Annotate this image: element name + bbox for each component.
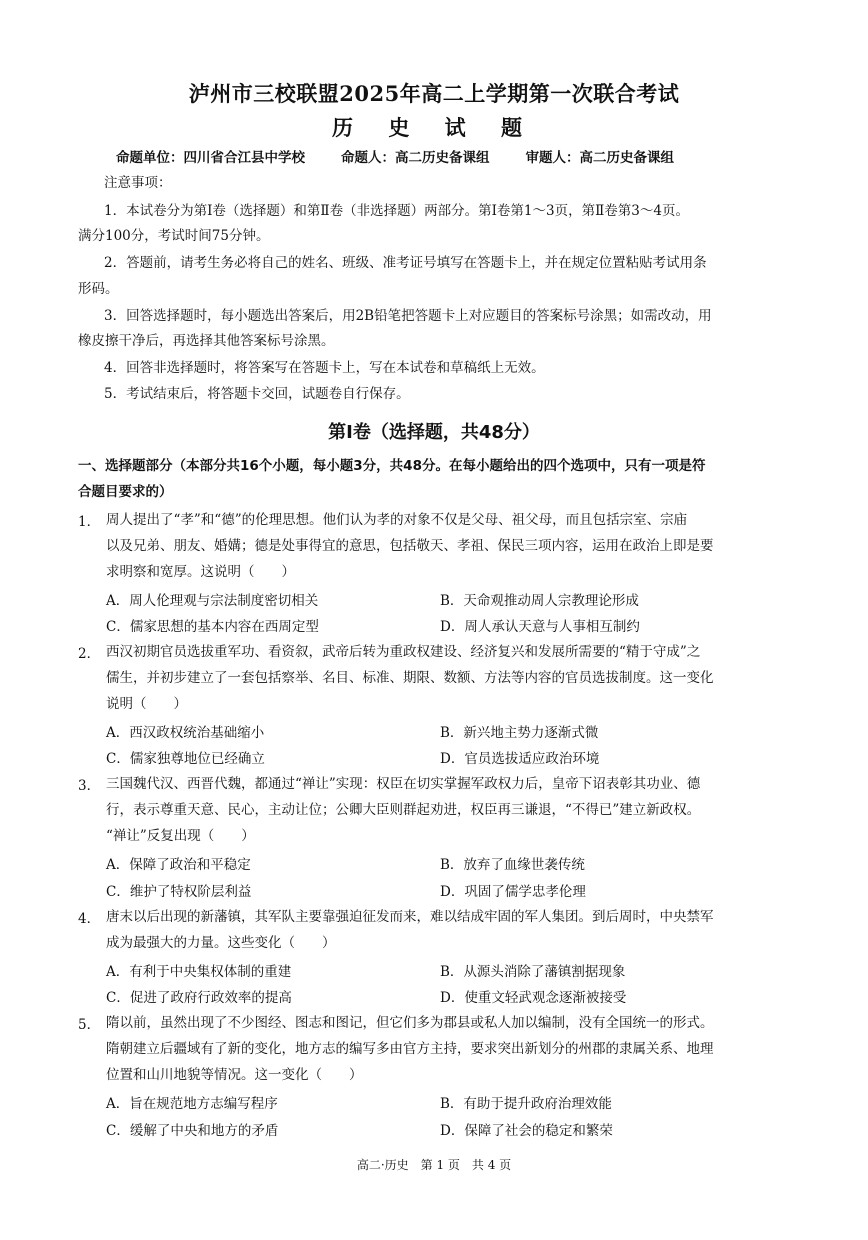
question-text: 求明察和宽厚。这说明（ ） (106, 564, 295, 580)
section-title: 第Ⅰ卷（选择题，共48分） (328, 422, 540, 443)
meta-unit: 命题单位：四川省合江县中学校 (116, 150, 305, 166)
exam-title: 泸州市三校联盟2025年高二上学期第一次联合考试 (188, 81, 680, 106)
question-text: 西汉初期官员选拔重军功、看资叙，武帝后转为重政权建设、经济复兴和发展所需要的“精于守成”之 (106, 644, 701, 660)
question-text: 隋朝建立后疆域有了新的变化，地方志的编写多由官方主持，要求突出新划分的州郡的隶属关系、地理 (106, 1041, 714, 1057)
option-c: C．维护了特权阶层利益 (106, 884, 252, 900)
option-b: B．有助于提升政府治理效能 (440, 1096, 612, 1112)
question-text: “禅让”反复出现（ ） (106, 828, 255, 844)
question-text: 行，表示尊重天意、民心，主动让位；公卿大臣则群起劝进，权臣再三谦退，“不得已”建立新政权。 (106, 802, 701, 818)
question-number: 1． (78, 514, 101, 530)
option-c: C．儒家独尊地位已经确立 (106, 751, 265, 767)
notice-line: 形码。 (78, 281, 119, 297)
option-d: D．使重文轻武观念逐渐被接受 (440, 990, 627, 1006)
exam-subtitle: 历 史 试 题 (332, 115, 536, 140)
option-a: A．有利于中央集权体制的重建 (106, 964, 292, 980)
part-intro: 合题目要求的） (78, 484, 173, 500)
notice-line: 3．回答选择题时，每小题选出答案后，用2B铅笔把答题卡上对应题目的答案标号涂黑；如需改动，用 (104, 308, 712, 324)
exam-meta (116, 146, 808, 166)
option-a: A．周人伦理观与宗法制度密切相关 (106, 593, 319, 609)
option-d: D．周人承认天意与人事相互制约 (440, 619, 640, 635)
question-text: 儒生，并初步建立了一套包括察举、名目、标准、期限、数额、方法等内容的官员选拔制度。这一变化 (106, 670, 714, 686)
question-text: 说明（ ） (106, 696, 187, 712)
option-b: B．放弃了血缘世袭传统 (440, 857, 585, 873)
option-d: D．巩固了儒学忠孝伦理 (440, 884, 586, 900)
option-a: A．旨在规范地方志编写程序 (106, 1096, 278, 1112)
notice-heading: 注意事项： (104, 175, 172, 191)
meta-reviewer: 审题人：高二历史备课组 (525, 150, 674, 166)
notice-line: 满分100分，考试时间75分钟。 (78, 228, 270, 244)
question-text: 成为最强大的力量。这些变化（ ） (106, 935, 336, 951)
option-d: D．官员选拔适应政治环境 (440, 751, 600, 767)
question-text: 三国魏代汉、西晋代魏，都通过“禅让”实现：权臣在切实掌握军政权力后，皇帝下诏表彰其功业、德 (106, 776, 701, 792)
meta-author: 命题人：高二历史备课组 (341, 150, 490, 166)
page-footer: 高二·历史 第 1 页 共 4 页 (356, 1158, 512, 1172)
option-b: B．新兴地主势力逐渐式微 (440, 725, 599, 741)
option-c: C．儒家思想的基本内容在西周定型 (106, 619, 319, 635)
option-c: C．缓解了中央和地方的矛盾 (106, 1123, 279, 1139)
option-b: B．从源头消除了藩镇割据现象 (440, 964, 626, 980)
option-c: C．促进了政府行政效率的提高 (106, 990, 292, 1006)
notice-line: 2．答题前，请考生务必将自己的姓名、班级、准考证号填写在答题卡上，并在规定位置粘贴考试用条 (104, 255, 707, 271)
option-a: A．保障了政治和平稳定 (106, 857, 251, 873)
notice-line: 1．本试卷分为第Ⅰ卷（选择题）和第Ⅱ卷（非选择题）两部分。第Ⅰ卷第1～3页，第Ⅱ卷第3～4页。 (104, 203, 689, 219)
notice-line: 橡皮擦干净后，再选择其他答案标号涂黑。 (78, 333, 335, 349)
question-text: 隋以前，虽然出现了不少图经、图志和图记，但它们多为郡县或私人加以编制，没有全国统一的形式。 (106, 1015, 714, 1031)
part-intro: 一、选择题部分（本部分共16个小题，每小题3分，共48分。在每小题给出的四个选项中，只有一项是符 (78, 458, 706, 474)
option-d: D．保障了社会的稳定和繁荣 (440, 1123, 613, 1139)
notice-line: 4．回答非选择题时，将答案写在答题卡上，写在本试卷和草稿纸上无效。 (104, 360, 545, 376)
option-b: B．天命观推动周人宗教理论形成 (440, 593, 639, 609)
question-number: 5． (78, 1017, 101, 1033)
option-a: A．西汉政权统治基础缩小 (106, 725, 265, 741)
question-text: 位置和山川地貌等情况。这一变化（ ） (106, 1067, 363, 1083)
question-number: 2． (78, 646, 101, 662)
question-number: 3． (78, 778, 101, 794)
question-text: 唐末以后出现的新藩镇，其军队主要靠强迫征发而来，难以结成牢固的军人集团。到后周时，中央禁军 (106, 909, 714, 925)
notice-line: 5．考试结束后，将答题卡交回，试题卷自行保存。 (104, 386, 410, 402)
question-text: 周人提出了“孝”和“德”的伦理思想。他们认为孝的对象不仅是父母、祖父母，而且包括宗室、宗庙 (106, 512, 688, 528)
question-text: 以及兄弟、朋友、婚媾；德是处事得宜的意思，包括敬天、孝祖、保民三项内容，运用在政治上即是要 (106, 538, 714, 554)
question-number: 4． (78, 911, 101, 927)
